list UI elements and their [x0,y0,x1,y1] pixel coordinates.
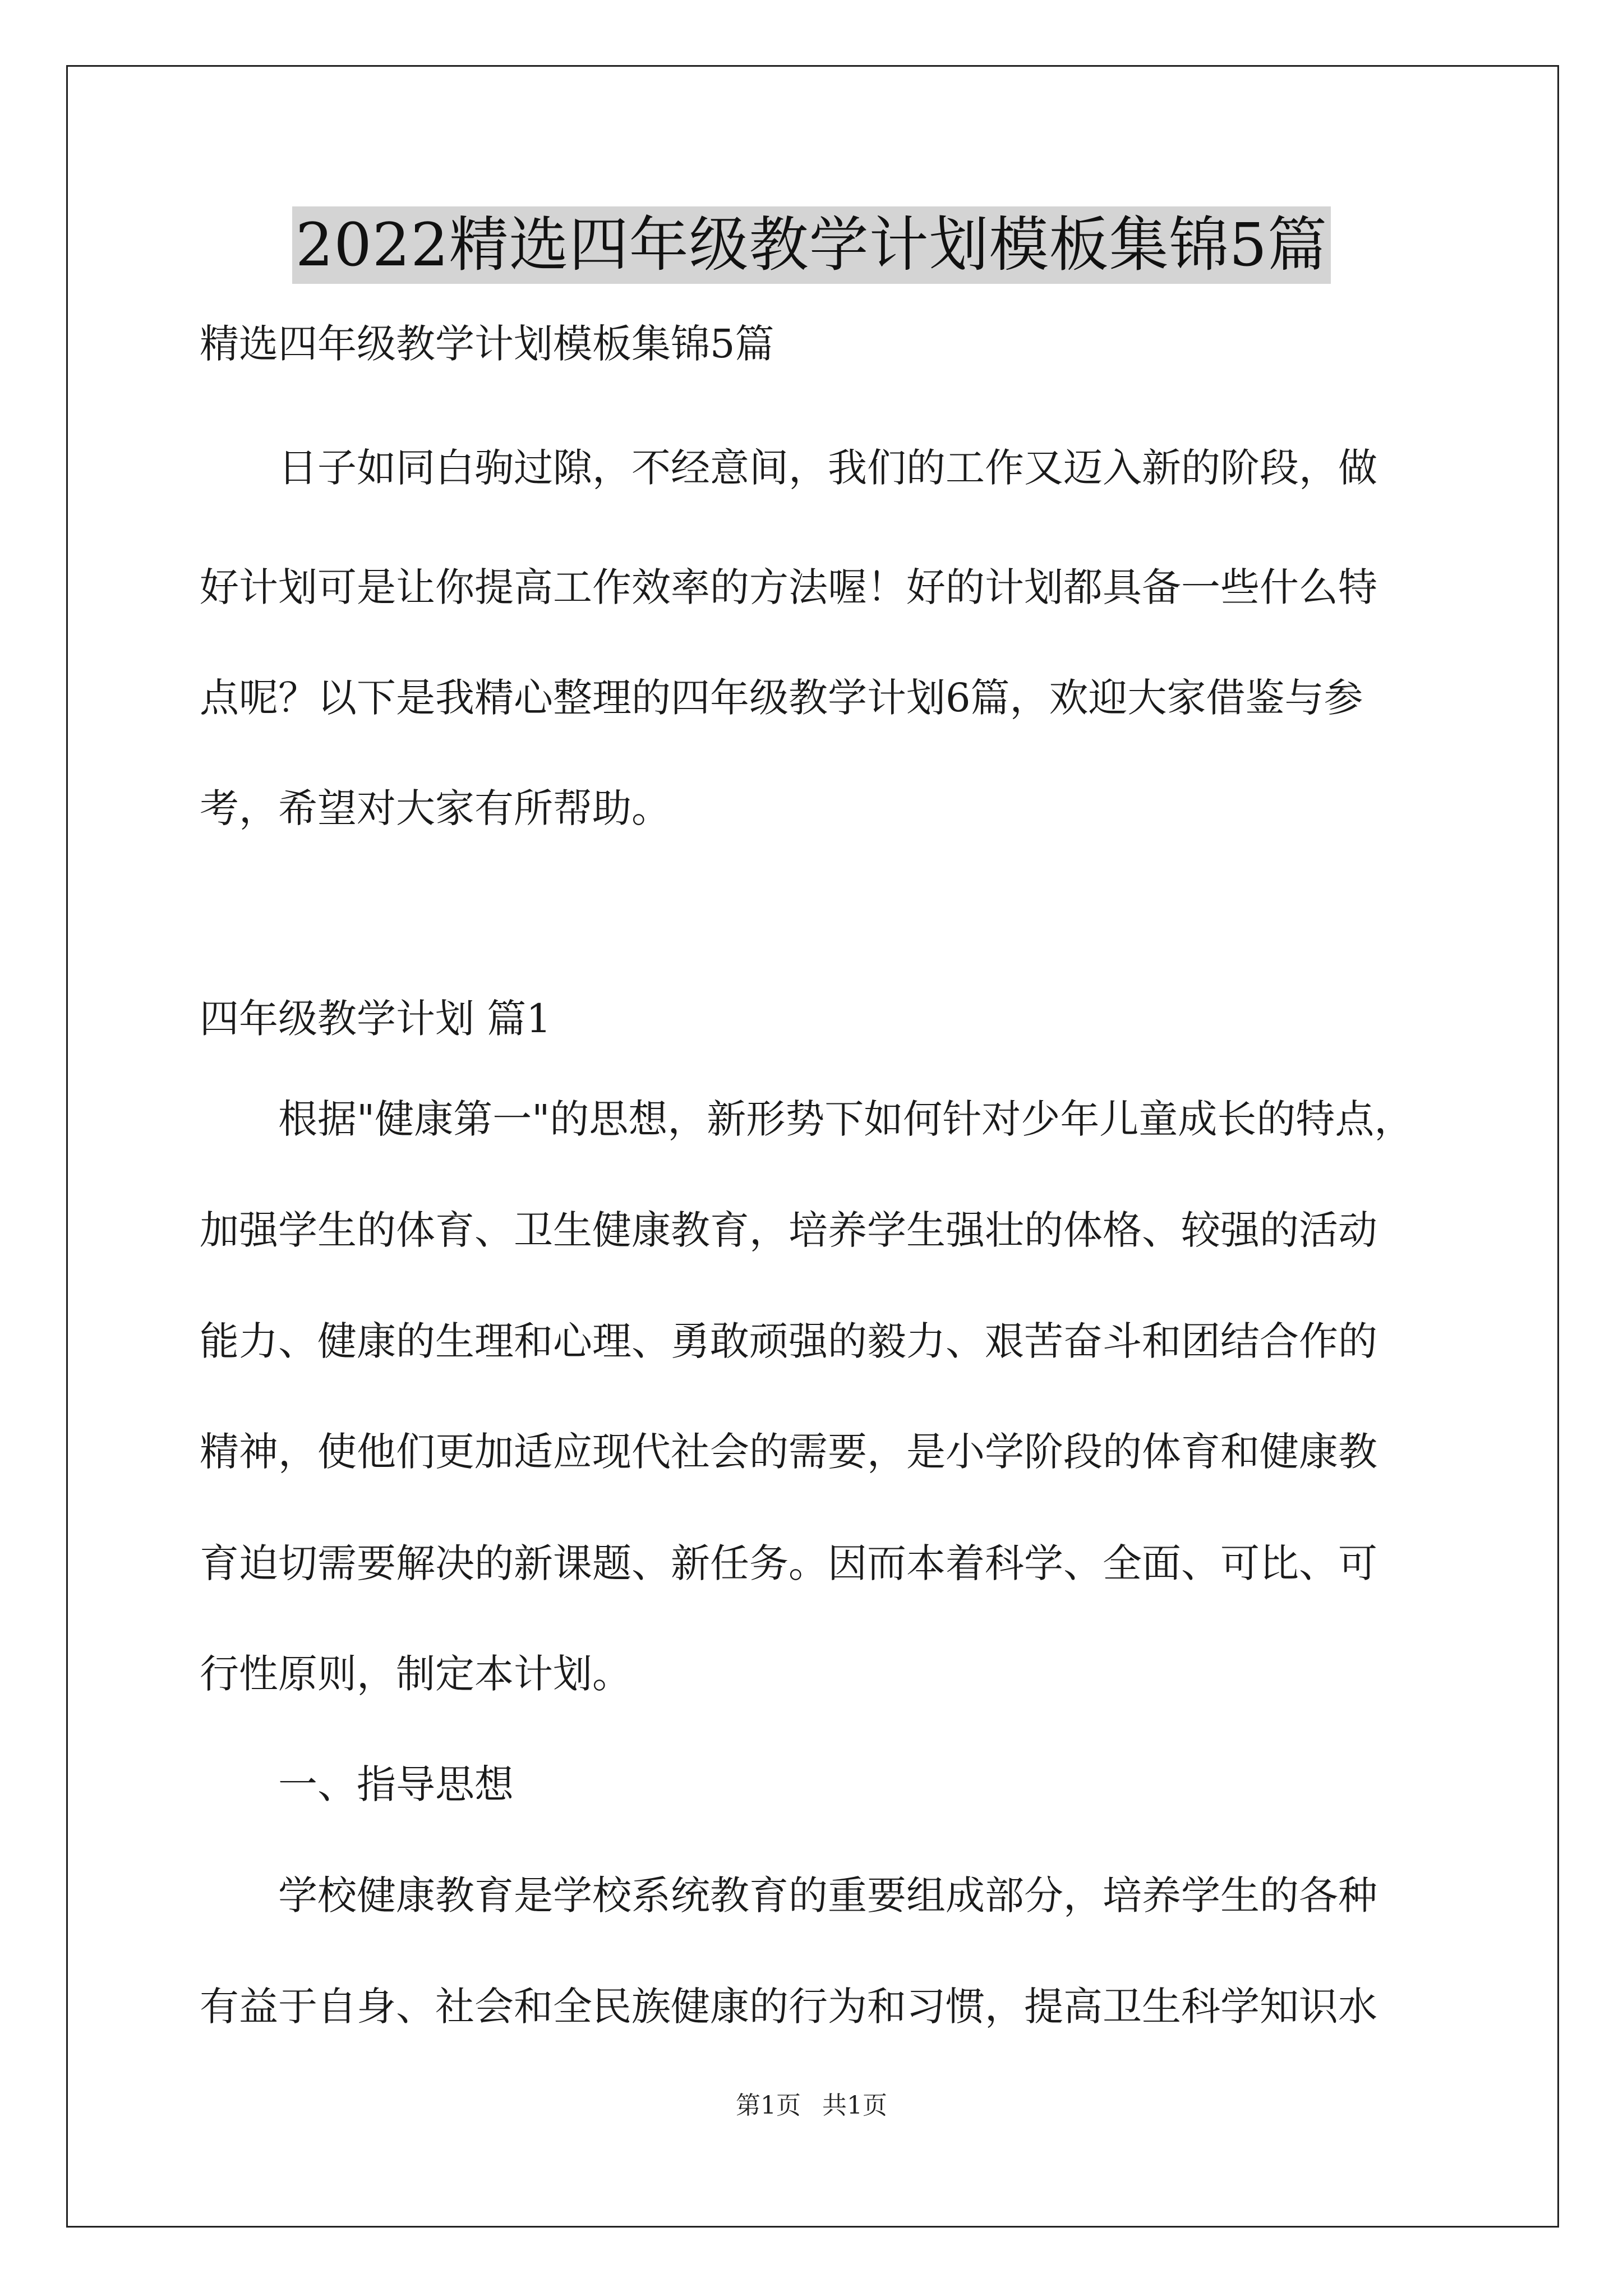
paragraph-line: 学校健康教育是学校系统教育的重要组成部分，培养学生的各种 [200,1872,1377,1918]
page-number: 第1页 [736,2091,801,2120]
paragraph-line: 行性原则，制定本计划。 [200,1651,631,1697]
subsection-heading: 一、指导思想 [200,1761,514,1807]
page-total: 共1页 [822,2091,887,2120]
document-title: 2022精选四年级教学计划模板集锦5篇 [292,206,1331,284]
paragraph-line: 根据"健康第一"的思想，新形势下如何针对少年儿童成长的特点， [200,1096,1414,1142]
paragraph-line: 好计划可是让你提高工作效率的方法喔！好的计划都具备一些什么特 [200,564,1377,610]
paragraph-line: 点呢？以下是我精心整理的四年级教学计划6篇，欢迎大家借鉴与参 [200,675,1363,721]
title-container [0,206,1623,284]
paragraph-line: 有益于自身、社会和全民族健康的行为和习惯，提高卫生科学知识水 [200,1984,1377,2030]
paragraph-line: 精神，使他们更加适应现代社会的需要，是小学阶段的体育和健康教 [200,1429,1377,1475]
subtitle-line: 精选四年级教学计划模板集锦5篇 [200,321,774,367]
section-heading: 四年级教学计划 篇1 [200,996,551,1042]
page-footer [0,2090,1623,2122]
paragraph-line: 日子如同白驹过隙，不经意间，我们的工作又迈入新的阶段，做 [200,445,1377,491]
paragraph-line: 能力、健康的生理和心理、勇敢顽强的毅力、艰苦奋斗和团结合作的 [200,1318,1377,1364]
paragraph-line: 育迫切需要解决的新课题、新任务。因而本着科学、全面、可比、可 [200,1540,1377,1586]
paragraph-line: 加强学生的体育、卫生健康教育，培养学生强壮的体格、较强的活动 [200,1207,1377,1253]
paragraph-line: 考，希望对大家有所帮助。 [200,785,671,831]
